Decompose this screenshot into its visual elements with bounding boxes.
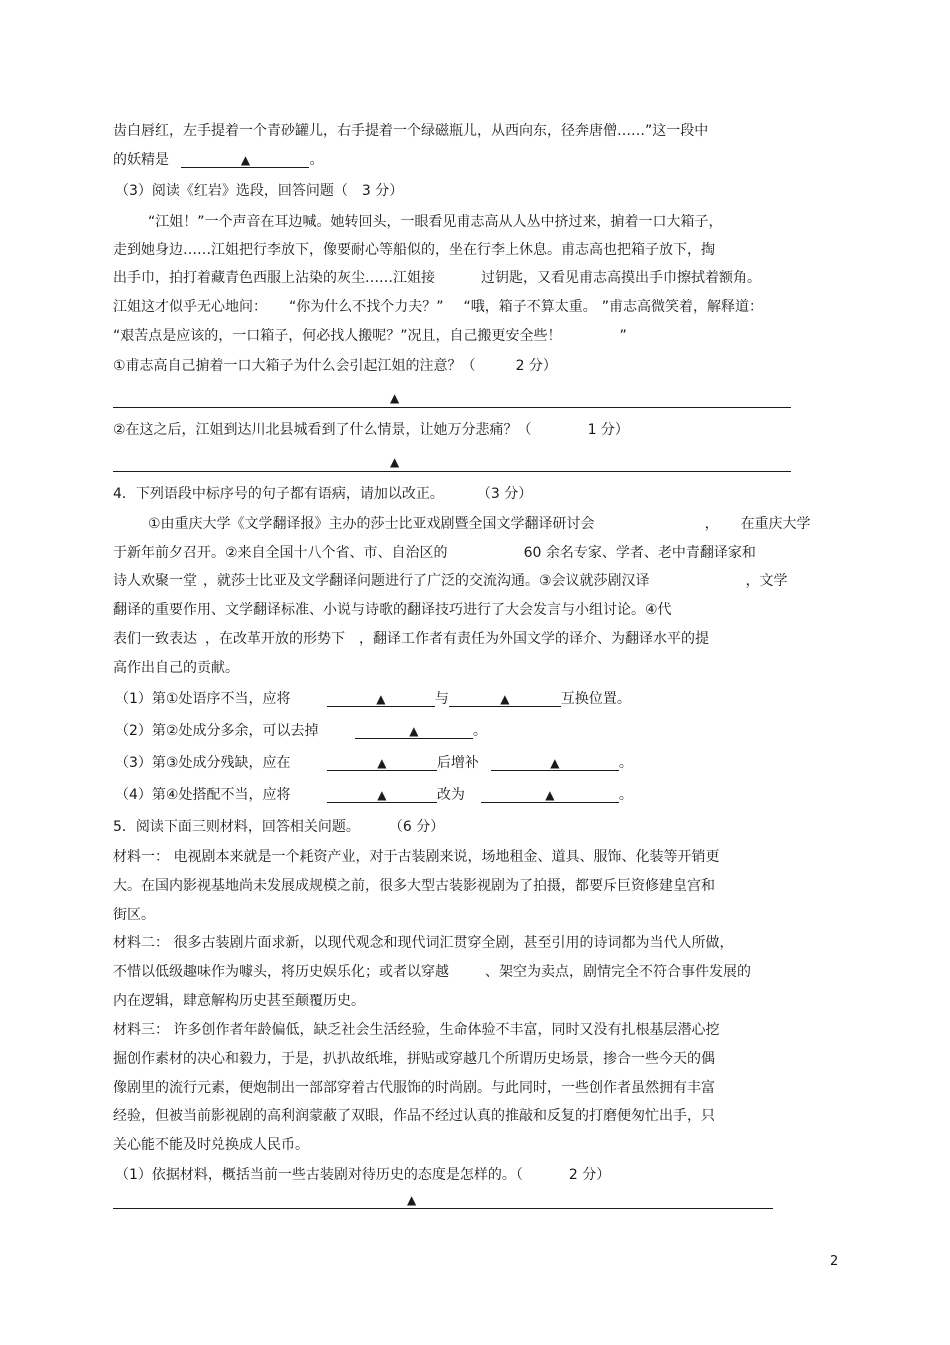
question-heading: （3）阅读《红岩》选段，回答问题（ 3 分） (115, 183, 404, 199)
passage-line: “艰苦点是应该的，一口箱子，何必找人搬呢？”况且，自己搬更安全些！ ” (113, 328, 627, 344)
sub-question: ②在这之后，江姐到达川北县城看到了什么情景，让她万分悲痛？（ 1 分） (113, 422, 629, 438)
material-line: 不惜以低级趣味作为噱头，将历史娱乐化；或者以穿越 、架空为卖点，剧情完全不符合事件发展的 (113, 964, 751, 980)
answer-mark: ▲ (407, 1193, 417, 1207)
page-number: 2 (830, 1254, 839, 1269)
sub-question: （4）第④处搭配不当，应将 ▲ 改为 ▲ 。 (115, 787, 633, 803)
material-line: 大。在国内影视基地尚未发展成规模之前，很多大型古装影视剧为了拍摄，都要斥巨资修建皇宫和 (113, 878, 715, 894)
answer-blank[interactable]: ▲ (327, 756, 437, 771)
text-line: 齿白唇红，左手提着一个青砂罐儿，右手提着一个绿磁瓶儿，从西向东，径奔唐僧……”这一段中 (113, 123, 709, 139)
question-heading: 5．阅读下面三则材料，回答相关问题。 （6 分） (113, 819, 445, 835)
passage-line: 高作出自己的贡献。 (113, 660, 239, 676)
material-line: 材料二： 很多古装剧片面求新，以现代观念和现代词汇贯穿全剧，甚至引用的诗词都为当代人所做， (113, 935, 734, 951)
material-line: 经验，但被当前影视剧的高利润蒙蔽了双眼，作品不经过认真的推敲和反复的打磨便匆忙出手，只 (113, 1108, 715, 1124)
material-line: 像剧里的流行元素，便炮制出一部部穿着古代服饰的时尚剧。与此同时，一些创作者虽然拥有丰富 (113, 1080, 715, 1096)
answer-blank[interactable]: ▲ (481, 788, 619, 803)
passage-line: 江姐这才似乎无心地问： “你为什么不找个力夫？” “哦，箱子不算太重。 ”甫志高微笑着，解释道： (113, 299, 764, 315)
material-line: 内在逻辑，肆意解构历史甚至颠覆历史。 (113, 993, 365, 1009)
material-line: 材料一： 电视剧本来就是一个耗资产业，对于古装剧来说，场地租金、道具、服饰、化装等开销更 (113, 849, 720, 865)
answer-blank[interactable]: ▲ (449, 692, 561, 707)
answer-blank[interactable]: ▲ (327, 788, 437, 803)
passage-line: 走到她身边……江姐把行李放下，像要耐心等船似的，坐在行李上休息。甫志高也把箱子放下，掏 (113, 242, 715, 258)
answer-blank[interactable]: ▲ (491, 756, 619, 771)
answer-mark: ▲ (390, 455, 400, 469)
sub-question: （1）第①处语序不当，应将 ▲ 与 ▲ 互换位置。 (115, 691, 631, 707)
text-line: 的妖精是 ▲ 。 (113, 152, 324, 168)
answer-line[interactable] (113, 1208, 773, 1209)
material-line: 掘创作素材的决心和毅力，于是，扒扒故纸堆，拼贴或穿越几个所谓历史场景，掺合一些今天的偶 (113, 1051, 715, 1067)
question-heading: 4．下列语段中标序号的句子都有语病，请加以改正。 （3 分） (113, 486, 533, 502)
passage-line: 出手巾，拍打着藏青色西服上沾染的灰尘……江姐接 过钥匙，又看见甫志高摸出手巾擦拭着额角。 (113, 270, 761, 286)
passage-line: 翻译的重要作用、文学翻译标准、小说与诗歌的翻译技巧进行了大会发言与小组讨论。④代 (113, 602, 672, 618)
sub-question: （1）依据材料，概括当前一些古装剧对待历史的态度是怎样的。（ 2 分） (115, 1167, 611, 1183)
passage-line: 表们一致表达 ，在改革开放的形势下 ，翻译工作者有责任为外国文学的译介、为翻译水平的提 (113, 631, 709, 647)
sub-question: （3）第③处成分残缺，应在 ▲ 后增补 ▲ 。 (115, 755, 633, 771)
passage-line: “江姐！”一个声音在耳边喊。她转回头，一眼看见甫志高从人丛中挤过来，掮着一口大箱子， (148, 214, 723, 230)
passage-line: 诗人欢聚一堂 ，就莎士比亚及文学翻译问题进行了广泛的交流沟通。③会议就莎剧汉译 ，文学 (113, 573, 788, 589)
passage-line: ①由重庆大学《文学翻译报》主办的莎士比亚戏剧暨全国文学翻译研讨会 ， 在重庆大学 (148, 516, 811, 532)
answer-blank[interactable]: ▲ (327, 692, 435, 707)
sub-question: （2）第②处成分多余，可以去掉 ▲ 。 (115, 723, 487, 739)
sub-question: ①甫志高自己掮着一口大箱子为什么会引起江姐的注意？（ 2 分） (113, 358, 557, 374)
answer-mark: ▲ (390, 391, 400, 405)
material-line: 街区。 (113, 907, 155, 923)
material-line: 材料三： 许多创作者年龄偏低，缺乏社会生活经验，生命体验不丰富，同时又没有扎根基层潜心挖 (113, 1022, 720, 1038)
passage-line: 于新年前夕召开。②来自全国十八个省、市、自治区的 60 余名专家、学者、老中青翻译家和 (113, 545, 756, 561)
answer-blank[interactable]: ▲ (181, 153, 309, 168)
answer-line[interactable] (113, 471, 791, 472)
answer-blank[interactable]: ▲ (355, 724, 473, 739)
material-line: 关心能不能及时兑换成人民币。 (113, 1137, 309, 1153)
answer-line[interactable] (113, 407, 791, 408)
